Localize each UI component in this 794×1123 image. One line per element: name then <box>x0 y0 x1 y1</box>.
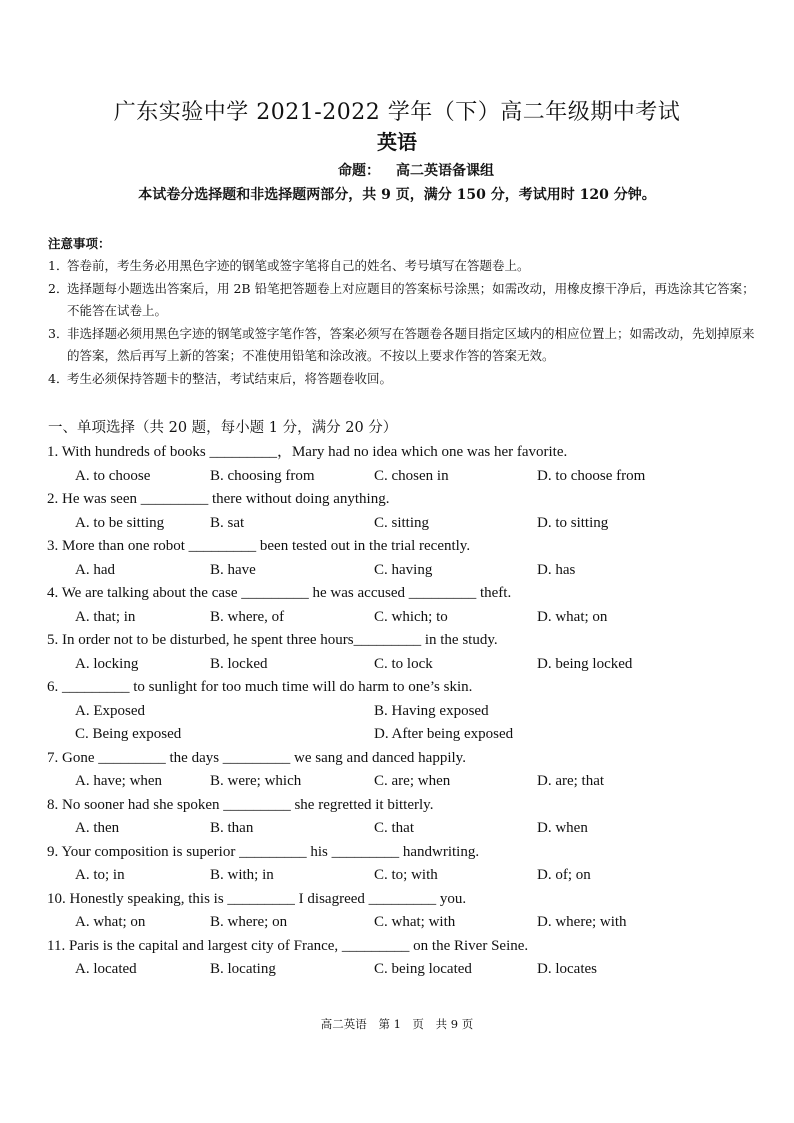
option-d: D. to choose from <box>537 467 646 484</box>
question-item <box>47 888 767 935</box>
option-a: A. located <box>75 961 137 977</box>
option-d: D. locates <box>537 961 597 977</box>
question-stem: 5. In order not to be disturbed, he spent three hours_________ in the study. <box>47 632 498 648</box>
option-d: D. to sitting <box>537 514 609 531</box>
option-b: B. have <box>210 561 256 578</box>
option-c: C. to lock <box>374 655 433 672</box>
question-item <box>47 676 767 747</box>
notice-item <box>48 323 758 368</box>
option-row <box>47 770 767 794</box>
option-row <box>47 653 767 677</box>
notice-item-text: 选择题每小题选出答案后，用 2B 铅笔把答题卷上对应题目的答案标号涂黑；如需改动，用橡皮擦干净后，再选涂其它答案；不能答在试卷上。 <box>67 280 755 318</box>
option-a: A. to choose <box>75 467 151 484</box>
question-item <box>47 441 767 488</box>
option-d: D. where; with <box>537 914 627 930</box>
exam-author <box>338 160 494 180</box>
option-a: A. Exposed <box>75 702 145 719</box>
question-item <box>47 841 767 888</box>
section-heading: 一、单项选择（共 20 题，每小题 1 分，满分 20 分） <box>48 420 398 436</box>
author-value: 高二英语备课组 <box>396 163 494 179</box>
option-a: A. locking <box>75 655 139 672</box>
notice-item-text: 考生必须保持答题卡的整洁，考试结束后，将答题卷收回。 <box>67 370 393 386</box>
author-label: 命题： <box>338 163 380 179</box>
option-c: C. to; with <box>374 867 438 883</box>
question-item <box>47 935 767 982</box>
question-stem: 7. Gone _________ the days _________ we sang and danced happily. <box>47 749 466 766</box>
question-stem: 8. No sooner had she spoken _________ she regretted it bitterly. <box>47 796 434 813</box>
option-b: B. than <box>210 820 254 836</box>
option-c: C. are; when <box>374 773 451 789</box>
question-stem: 11. Paris is the capital and largest city of France, _________ on the River Seine. <box>47 937 529 954</box>
option-d: D. being locked <box>537 655 633 672</box>
option-b: B. choosing from <box>210 467 315 484</box>
notice-item <box>48 255 758 278</box>
option-row <box>47 559 767 583</box>
notice-item-number: 2． <box>48 280 69 296</box>
option-row <box>47 465 767 489</box>
notice-item-text: 答卷前，考生务必用黑色字迹的钢笔或签字笔将自己的姓名、考号填写在答题卷上。 <box>67 258 530 273</box>
page-footer <box>0 1016 794 1032</box>
footer-subject: 高二英语 <box>320 1017 367 1031</box>
option-a: A. to be sitting <box>75 514 165 531</box>
notice-item-number: 3． <box>48 325 69 341</box>
option-c: C. having <box>374 561 433 578</box>
exam-title: 广东实验中学 2021-2022 学年（下）高二年级期中考试 <box>113 100 681 125</box>
option-d: D. of; on <box>537 867 591 883</box>
option-b: B. with; in <box>210 867 274 883</box>
option-d: D. has <box>537 561 576 578</box>
option-d: D. when <box>537 820 588 836</box>
option-row <box>47 864 767 888</box>
option-b: B. locked <box>210 655 268 672</box>
question-stem: 3. More than one robot _________ been tested out in the trial recently. <box>47 538 471 554</box>
option-d: D. After being exposed <box>374 726 514 742</box>
notice-item <box>48 368 758 391</box>
option-a: A. that; in <box>75 608 136 625</box>
option-c: C. being located <box>374 961 472 977</box>
footer-total-pages: 共 9 页 <box>435 1017 474 1031</box>
option-b: B. sat <box>210 514 245 531</box>
option-row <box>47 723 767 747</box>
option-a: A. then <box>75 820 120 836</box>
option-d: D. are; that <box>537 773 605 789</box>
option-a: A. to; in <box>75 867 125 883</box>
option-c: C. sitting <box>374 514 430 531</box>
option-b: B. locating <box>210 961 276 977</box>
option-a: A. had <box>75 561 115 578</box>
question-item <box>47 535 767 582</box>
option-b: B. were; which <box>210 773 302 789</box>
notice-item-text: 非选择题必须用黑色字迹的钢笔或签字笔作答，答案必须写在答题卷各题目指定区域内的相应位置上；如需改动，先划掉原来的答案，然后再写上新的答案；不准使用铅笔和涂改液。不按以上要求作答的答案无效。 <box>67 325 755 363</box>
option-row <box>47 700 767 724</box>
notice-item-number: 4． <box>48 370 69 386</box>
question-list <box>47 441 767 982</box>
option-c: C. chosen in <box>374 467 449 484</box>
notice-item <box>48 278 758 323</box>
option-row <box>47 606 767 630</box>
footer-page-number: 第 1 页 <box>378 1017 424 1031</box>
option-b: B. where, of <box>210 608 285 625</box>
notice-item-number: 1． <box>48 258 69 273</box>
question-item <box>47 747 767 794</box>
question-item <box>47 488 767 535</box>
question-stem: 4. We are talking about the case _________ he was accused _________ theft. <box>47 585 512 601</box>
option-c: C. Being exposed <box>75 726 182 742</box>
option-c: C. what; with <box>374 914 456 930</box>
option-a: A. have; when <box>75 773 163 789</box>
question-stem: 9. Your composition is superior _________ his _________ handwriting. <box>47 843 480 860</box>
question-stem: 10. Honestly speaking, this is _________ I disagreed _________ you. <box>47 890 467 907</box>
option-row <box>47 817 767 841</box>
option-row <box>47 512 767 536</box>
question-item <box>47 582 767 629</box>
option-row <box>47 911 767 935</box>
option-c: C. that <box>374 820 414 836</box>
option-row <box>47 958 767 982</box>
option-a: A. what; on <box>75 914 146 930</box>
exam-subject: 英语 <box>377 130 417 154</box>
option-d: D. what; on <box>537 608 608 625</box>
question-stem: 2. He was seen _________ there without doing anything. <box>47 491 390 507</box>
notice-heading: 注意事项： <box>48 236 111 251</box>
option-b: B. where; on <box>210 914 288 930</box>
notice-list <box>48 255 758 390</box>
question-item <box>47 629 767 676</box>
option-b: B. Having exposed <box>374 702 489 719</box>
question-item <box>47 794 767 841</box>
question-stem: 6. _________ to sunlight for too much time will do harm to one’s skin. <box>47 679 473 695</box>
question-stem: 1. With hundreds of books _________，Mary had no idea which one was her favorite. <box>47 444 568 460</box>
option-c: C. which; to <box>374 608 448 625</box>
exam-intro: 本试卷分选择题和非选择题两部分，共 9 页，满分 150 分，考试用时 120 分钟。 <box>138 187 656 203</box>
